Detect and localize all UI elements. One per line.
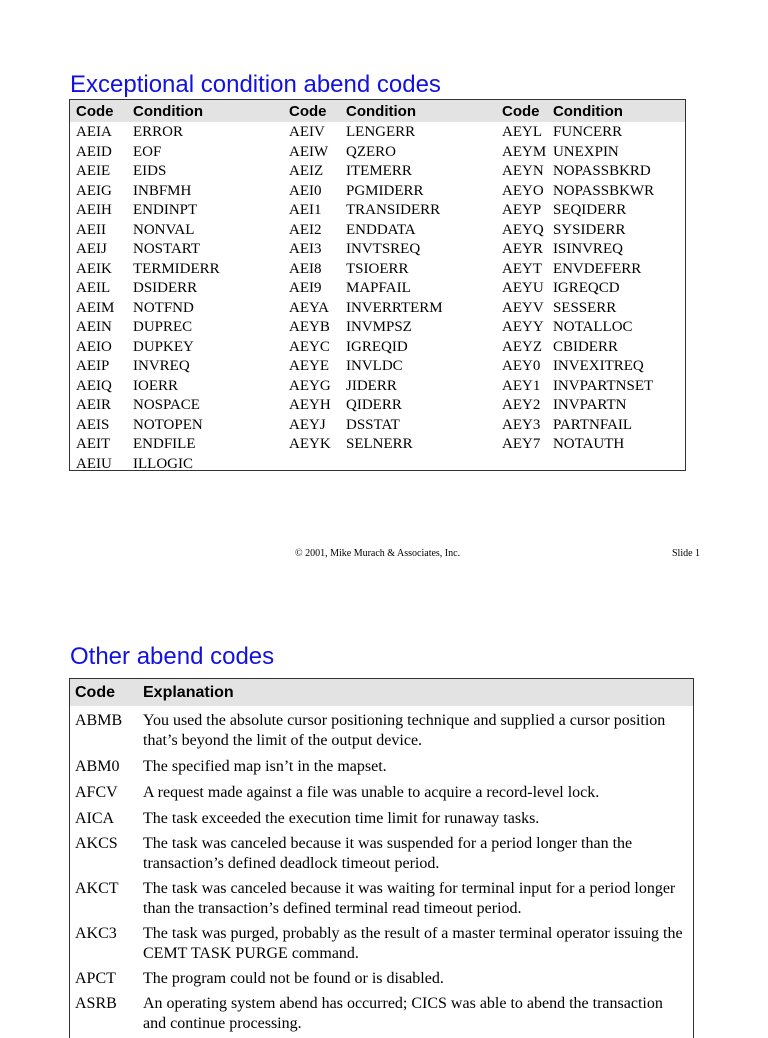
code-cell: AEIA	[76, 124, 112, 141]
condition-cell: QIDERR	[346, 397, 402, 414]
condition-cell: PGMIDERR	[346, 182, 424, 199]
code-cell: AEYM	[502, 143, 547, 160]
table-row	[70, 221, 685, 241]
code-cell: AEI1	[289, 202, 322, 219]
condition-cell: CBIDERR	[552, 338, 618, 355]
condition-cell: QZERO	[346, 143, 396, 160]
condition-cell: INBFMH	[133, 182, 192, 199]
code-cell: AEIR	[76, 397, 111, 414]
code-cell: AEI2	[289, 221, 322, 238]
code-cell: AEIQ	[76, 377, 112, 394]
table-row	[70, 299, 685, 319]
code-cell: AEIH	[76, 202, 112, 219]
code-cell: AEYR	[502, 241, 543, 258]
code-cell: AEID	[76, 143, 112, 160]
table-row	[70, 162, 685, 182]
code-cell: AEI9	[289, 280, 322, 297]
condition-cell: JIDERR	[346, 377, 397, 394]
code-cell: AFCV	[75, 784, 118, 801]
code-cell: ABM0	[75, 758, 120, 775]
code-cell: AEYQ	[502, 221, 544, 238]
code-cell: AEIU	[76, 455, 112, 472]
slide-title: Exceptional condition abend codes	[70, 71, 441, 98]
table-row	[70, 143, 685, 163]
condition-cell: INVREQ	[133, 358, 190, 375]
code-cell: AEIS	[76, 416, 110, 433]
code-cell: AEYA	[289, 299, 329, 316]
table-header	[70, 100, 685, 122]
table-row	[70, 123, 685, 143]
explanation-cell: The task was canceled because it was suspended for a period longer than the transaction’s defined deadlock timeout period.	[143, 835, 633, 872]
table-row	[70, 240, 685, 260]
code-cell: AEIW	[289, 143, 329, 160]
condition-cell: EOF	[133, 143, 162, 160]
code-cell: AEYJ	[289, 416, 326, 433]
condition-cell: NOPASSBKRD	[552, 163, 651, 180]
code-cell: AEYY	[502, 319, 544, 336]
code-cell: AEIG	[76, 182, 112, 199]
condition-cell: ENDFILE	[133, 436, 196, 453]
code-cell: AEIV	[289, 124, 325, 141]
header-code: Code	[75, 683, 115, 701]
code-cell: AEI8	[289, 260, 322, 277]
table-row	[70, 919, 693, 964]
table-row	[70, 706, 693, 751]
condition-cell: IGREQID	[346, 338, 408, 355]
code-cell: AEYT	[502, 260, 542, 277]
condition-cell: INVERRTERM	[346, 299, 443, 316]
condition-cell: NOPASSBKWR	[552, 182, 655, 199]
code-cell: AEYO	[502, 182, 544, 199]
code-cell: AEY1	[502, 377, 541, 394]
code-cell: AEYG	[289, 377, 331, 394]
explanation-cell: The task was purged, probably as the result of a master terminal operator issuing the CEMT TASK PURGE command.	[143, 925, 683, 962]
code-cell: AKC3	[75, 925, 117, 942]
condition-cell: MAPFAIL	[346, 280, 411, 297]
code-cell: AEYZ	[502, 338, 542, 355]
condition-cell: ERROR	[133, 124, 184, 141]
code-cell: AEIM	[76, 299, 115, 316]
condition-cell: DSIDERR	[133, 280, 198, 297]
code-cell: AEY0	[502, 358, 541, 375]
table-body	[70, 122, 685, 474]
explanation-cell: The specified map isn’t in the mapset.	[143, 758, 387, 775]
condition-cell: SYSIDERR	[552, 221, 626, 238]
table-row	[70, 455, 685, 475]
condition-cell: DUPKEY	[133, 338, 194, 355]
condition-cell: SELNERR	[346, 436, 413, 453]
code-cell: AKCS	[75, 835, 118, 852]
table-row	[70, 777, 693, 803]
table-row	[70, 435, 685, 455]
table-row	[70, 318, 685, 338]
condition-cell: NOTAUTH	[552, 436, 625, 453]
code-cell: AEIT	[76, 436, 111, 453]
header-explanation: Explanation	[143, 683, 234, 701]
code-cell: AEIL	[76, 280, 111, 297]
header-code: Code	[289, 102, 327, 120]
table-row	[70, 989, 693, 1034]
code-cell: AEIN	[76, 319, 112, 336]
header-condition: Condition	[346, 102, 416, 120]
code-cell: APCT	[75, 970, 116, 987]
code-cell: AEII	[76, 221, 106, 238]
other-abend-codes-table	[69, 678, 694, 1038]
code-cell: ASRB	[75, 995, 117, 1012]
code-cell: AEIZ	[289, 163, 324, 180]
code-cell: AEYE	[289, 358, 329, 375]
table-row	[70, 964, 693, 989]
table-row	[70, 279, 685, 299]
table-row	[70, 182, 685, 202]
header-code: Code	[76, 102, 114, 120]
table-row	[70, 751, 693, 777]
table-header	[70, 679, 693, 706]
table-body	[70, 706, 693, 1034]
condition-cell: INVEXITREQ	[552, 358, 644, 375]
explanation-cell: The task was canceled because it was waiting for terminal input for a period longer than the transaction’s defined terminal read timeout period.	[143, 880, 676, 917]
code-cell: AEYN	[502, 163, 544, 180]
condition-cell: ENDINPT	[133, 202, 198, 219]
condition-cell: DUPREC	[133, 319, 193, 336]
header-condition: Condition	[552, 102, 623, 120]
condition-cell: INVPARTNSET	[552, 377, 654, 394]
condition-cell: EIDS	[133, 163, 167, 180]
table-row	[70, 829, 693, 874]
condition-cell: FUNCERR	[552, 124, 623, 141]
condition-cell: ITEMERR	[346, 163, 412, 180]
code-cell: AEYL	[502, 124, 542, 141]
header-condition: Condition	[133, 102, 203, 120]
table-row	[70, 803, 693, 829]
condition-cell: NOTALLOC	[552, 319, 633, 336]
table-row	[70, 416, 685, 436]
table-row	[70, 357, 685, 377]
code-cell: AEYV	[502, 299, 544, 316]
condition-cell: TSIOERR	[346, 260, 409, 277]
code-cell: AEIP	[76, 358, 110, 375]
table-row	[70, 338, 685, 358]
code-cell: AICA	[75, 810, 115, 827]
condition-cell: SESSERR	[552, 299, 617, 316]
footer-copyright: © 2001, Mike Murach & Associates, Inc.	[295, 548, 461, 559]
condition-cell: PARTNFAIL	[552, 416, 633, 433]
condition-cell: ENDDATA	[346, 221, 416, 238]
explanation-cell: The task exceeded the execution time limit for runaway tasks.	[143, 810, 540, 827]
explanation-cell: An operating system abend has occurred; CICS was able to abend the transaction and continue processing.	[143, 995, 663, 1032]
explanation-cell: The program could not be found or is disabled.	[143, 970, 444, 987]
explanation-cell: A request made against a file was unable to acquire a record-level lock.	[143, 784, 600, 801]
condition-cell: INVPARTN	[552, 397, 627, 414]
condition-cell: NOTOPEN	[133, 416, 203, 433]
code-cell: AEYB	[289, 319, 330, 336]
table-row	[70, 396, 685, 416]
code-cell: AEI3	[289, 241, 322, 258]
condition-cell: IOERR	[133, 377, 178, 394]
code-cell: AEYP	[502, 202, 542, 219]
code-cell: AEI0	[289, 182, 322, 199]
table-row	[70, 260, 685, 280]
condition-cell: IGREQCD	[552, 280, 620, 297]
table-row	[70, 377, 685, 397]
header-code: Code	[502, 102, 540, 120]
explanation-cell: You used the absolute cursor positioning technique and supplied a cursor position that’s beyond the limit of the output device.	[143, 712, 666, 749]
code-cell: AEIJ	[76, 241, 107, 258]
code-cell: AEIE	[76, 163, 111, 180]
code-cell: AEY2	[502, 397, 541, 414]
abend-codes-table	[69, 99, 686, 471]
slide-title-2: Other abend codes	[70, 643, 275, 670]
condition-cell: ISINVREQ	[552, 241, 623, 258]
condition-cell: DSSTAT	[346, 416, 400, 433]
table-row	[70, 874, 693, 919]
condition-cell: TRANSIDERR	[346, 202, 441, 219]
code-cell: AEY3	[502, 416, 541, 433]
code-cell: AEY7	[502, 436, 541, 453]
condition-cell: INVTSREQ	[346, 241, 421, 258]
condition-cell: NOSTART	[133, 241, 201, 258]
code-cell: AEYH	[289, 397, 331, 414]
code-cell: AEYC	[289, 338, 330, 355]
condition-cell: ENVDEFERR	[552, 260, 642, 277]
code-cell: AEIO	[76, 338, 112, 355]
code-cell: AEIK	[76, 260, 112, 277]
condition-cell: UNEXPIN	[552, 143, 619, 160]
footer-slide-number: Slide 1	[672, 548, 701, 559]
code-cell: AKCT	[75, 880, 119, 897]
condition-cell: TERMIDERR	[133, 260, 220, 277]
code-cell: AEYU	[502, 280, 544, 297]
condition-cell: INVMPSZ	[346, 319, 412, 336]
condition-cell: NONVAL	[133, 221, 195, 238]
condition-cell: NOSPACE	[133, 397, 200, 414]
code-cell: AEYK	[289, 436, 331, 453]
condition-cell: LENGERR	[346, 124, 416, 141]
condition-cell: NOTFND	[133, 299, 194, 316]
condition-cell: ILLOGIC	[133, 455, 193, 472]
condition-cell: INVLDC	[346, 358, 403, 375]
table-row	[70, 201, 685, 221]
code-cell: ABMB	[75, 712, 123, 729]
condition-cell: SEQIDERR	[552, 202, 627, 219]
